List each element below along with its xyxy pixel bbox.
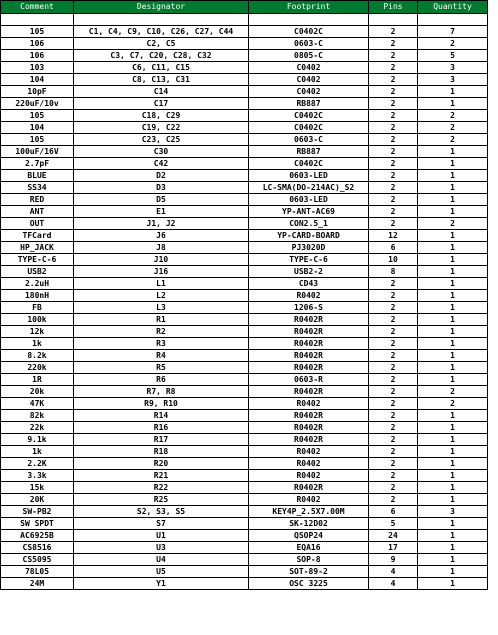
quantity-cell: 1	[418, 326, 488, 338]
quantity-cell: 1	[418, 518, 488, 530]
designator-cell: J16	[74, 266, 249, 278]
comment-cell: BLUE	[1, 170, 74, 182]
comment-cell: USB2	[1, 266, 74, 278]
comment-cell: TFCard	[1, 230, 74, 242]
footprint-cell: C0402C	[249, 122, 369, 134]
designator-cell: C19, C22	[74, 122, 249, 134]
designator-cell: J10	[74, 254, 249, 266]
footprint-cell: 0603-C	[249, 38, 369, 50]
table-row	[1, 218, 488, 230]
table-row	[1, 26, 488, 38]
footprint-cell: R0402R	[249, 434, 369, 446]
quantity-cell: 1	[418, 278, 488, 290]
comment-cell: 100k	[1, 314, 74, 326]
pins-cell: 2	[369, 446, 418, 458]
designator-cell: R2	[74, 326, 249, 338]
designator-cell: C30	[74, 146, 249, 158]
quantity-cell: 1	[418, 470, 488, 482]
quantity-cell: 1	[418, 158, 488, 170]
comment-cell: 78L05	[1, 566, 74, 578]
quantity-cell: 1	[418, 194, 488, 206]
pins-cell: 2	[369, 494, 418, 506]
pins-cell: 2	[369, 170, 418, 182]
footprint-cell: C0402	[249, 62, 369, 74]
comment-cell: 105	[1, 26, 74, 38]
comment-cell: 15k	[1, 482, 74, 494]
footprint-cell: R0402	[249, 398, 369, 410]
pins-cell: 2	[369, 98, 418, 110]
footprint-cell: R0402R	[249, 386, 369, 398]
designator-cell	[74, 14, 249, 26]
footprint-cell: YP-CARD-BOARD	[249, 230, 369, 242]
table-row	[1, 506, 488, 518]
footprint-cell: 0603-R	[249, 374, 369, 386]
footprint-cell: YP-ANT-AC69	[249, 206, 369, 218]
designator-cell: U5	[74, 566, 249, 578]
comment-cell: 106	[1, 50, 74, 62]
footprint-cell: R0402R	[249, 482, 369, 494]
designator-cell: C1, C4, C9, C10, C26, C27, C44	[74, 26, 249, 38]
pins-cell: 10	[369, 254, 418, 266]
footprint-cell: R0402R	[249, 314, 369, 326]
footprint-cell: CON2.5_1	[249, 218, 369, 230]
table-row	[1, 38, 488, 50]
pins-cell: 2	[369, 338, 418, 350]
pins-cell: 2	[369, 50, 418, 62]
table-row	[1, 518, 488, 530]
quantity-cell: 1	[418, 266, 488, 278]
designator-cell: R22	[74, 482, 249, 494]
table-row	[1, 530, 488, 542]
comment-cell: 2.2K	[1, 458, 74, 470]
quantity-cell: 1	[418, 494, 488, 506]
comment-cell: 12k	[1, 326, 74, 338]
table-row	[1, 14, 488, 26]
footprint-cell: R0402	[249, 470, 369, 482]
comment-cell: 20k	[1, 386, 74, 398]
pins-cell: 2	[369, 482, 418, 494]
designator-cell: R25	[74, 494, 249, 506]
quantity-cell: 2	[418, 110, 488, 122]
designator-cell: U1	[74, 530, 249, 542]
quantity-cell: 1	[418, 290, 488, 302]
designator-cell: R9, R10	[74, 398, 249, 410]
pins-cell: 2	[369, 194, 418, 206]
footprint-cell: PJ3020D	[249, 242, 369, 254]
pins-cell: 2	[369, 158, 418, 170]
quantity-cell: 1	[418, 530, 488, 542]
designator-cell: U4	[74, 554, 249, 566]
comment-cell: 104	[1, 74, 74, 86]
pins-cell: 2	[369, 278, 418, 290]
header-pins: Pins	[369, 1, 418, 14]
pins-cell	[369, 14, 418, 26]
quantity-cell: 3	[418, 506, 488, 518]
pins-cell: 8	[369, 266, 418, 278]
quantity-cell: 2	[418, 38, 488, 50]
pins-cell: 2	[369, 290, 418, 302]
pins-cell: 17	[369, 542, 418, 554]
header-quantity: Quantity	[418, 1, 488, 14]
footprint-cell: R0402	[249, 494, 369, 506]
table-row	[1, 314, 488, 326]
quantity-cell: 1	[418, 422, 488, 434]
comment-cell: SW-PB2	[1, 506, 74, 518]
comment-cell: 82k	[1, 410, 74, 422]
comment-cell: 105	[1, 110, 74, 122]
table-row	[1, 122, 488, 134]
pins-cell: 5	[369, 518, 418, 530]
designator-cell: D3	[74, 182, 249, 194]
comment-cell: CS8516	[1, 542, 74, 554]
quantity-cell: 2	[418, 398, 488, 410]
table-row	[1, 542, 488, 554]
designator-cell: R4	[74, 350, 249, 362]
quantity-cell: 1	[418, 302, 488, 314]
table-row	[1, 422, 488, 434]
designator-cell: R16	[74, 422, 249, 434]
table-row	[1, 62, 488, 74]
footprint-cell: C0402	[249, 86, 369, 98]
comment-cell	[1, 14, 74, 26]
footprint-cell: QSOP24	[249, 530, 369, 542]
header-comment: Comment	[1, 1, 74, 14]
header-designator: Designator	[74, 1, 249, 14]
quantity-cell: 2	[418, 218, 488, 230]
designator-cell: U3	[74, 542, 249, 554]
table-row	[1, 410, 488, 422]
comment-cell: RED	[1, 194, 74, 206]
designator-cell: R1	[74, 314, 249, 326]
designator-cell: C2, C5	[74, 38, 249, 50]
table-row	[1, 110, 488, 122]
comment-cell: 9.1k	[1, 434, 74, 446]
footprint-cell: OSC 3225	[249, 578, 369, 590]
table-row	[1, 290, 488, 302]
footprint-cell: USB2-2	[249, 266, 369, 278]
designator-cell: R14	[74, 410, 249, 422]
comment-cell: TYPE-C-6	[1, 254, 74, 266]
footprint-cell: 0603-LED	[249, 194, 369, 206]
pins-cell: 2	[369, 314, 418, 326]
quantity-cell: 1	[418, 578, 488, 590]
designator-cell: S2, S3, S5	[74, 506, 249, 518]
quantity-cell: 2	[418, 386, 488, 398]
header-row	[1, 1, 488, 14]
quantity-cell: 3	[418, 74, 488, 86]
quantity-cell: 3	[418, 62, 488, 74]
quantity-cell: 1	[418, 206, 488, 218]
pins-cell: 2	[369, 62, 418, 74]
quantity-cell: 1	[418, 542, 488, 554]
table-row	[1, 302, 488, 314]
table-row	[1, 434, 488, 446]
quantity-cell: 1	[418, 374, 488, 386]
pins-cell: 2	[369, 74, 418, 86]
designator-cell: C17	[74, 98, 249, 110]
pins-cell: 2	[369, 374, 418, 386]
footprint-cell: C0402	[249, 74, 369, 86]
footprint-cell: R0402R	[249, 410, 369, 422]
pins-cell: 24	[369, 530, 418, 542]
table-row	[1, 278, 488, 290]
pins-cell: 4	[369, 578, 418, 590]
footprint-cell: C0402C	[249, 26, 369, 38]
footprint-cell: C0402C	[249, 110, 369, 122]
designator-cell: R7, R8	[74, 386, 249, 398]
footprint-cell: SK-12D02	[249, 518, 369, 530]
quantity-cell: 2	[418, 134, 488, 146]
quantity-cell: 1	[418, 230, 488, 242]
designator-cell: S7	[74, 518, 249, 530]
footprint-cell: R0402R	[249, 422, 369, 434]
designator-cell: R3	[74, 338, 249, 350]
footprint-cell: TYPE-C-6	[249, 254, 369, 266]
footprint-cell: EQA16	[249, 542, 369, 554]
comment-cell: SS34	[1, 182, 74, 194]
pins-cell: 4	[369, 566, 418, 578]
footprint-cell: SOT-89-2	[249, 566, 369, 578]
table-row	[1, 266, 488, 278]
table-row	[1, 194, 488, 206]
footprint-cell: R0402	[249, 446, 369, 458]
comment-cell: 24M	[1, 578, 74, 590]
comment-cell: 10pF	[1, 86, 74, 98]
pins-cell: 2	[369, 302, 418, 314]
pins-cell: 2	[369, 386, 418, 398]
quantity-cell: 1	[418, 314, 488, 326]
table-row	[1, 374, 488, 386]
pins-cell: 2	[369, 398, 418, 410]
designator-cell: Y1	[74, 578, 249, 590]
footprint-cell: KEY4P_2.5X7.00M	[249, 506, 369, 518]
designator-cell: C6, C11, C15	[74, 62, 249, 74]
table-row	[1, 554, 488, 566]
designator-cell: C18, C29	[74, 110, 249, 122]
table-row	[1, 230, 488, 242]
quantity-cell: 1	[418, 146, 488, 158]
pins-cell: 2	[369, 38, 418, 50]
comment-cell: OUT	[1, 218, 74, 230]
comment-cell: 1k	[1, 338, 74, 350]
designator-cell: C42	[74, 158, 249, 170]
table-row	[1, 470, 488, 482]
pins-cell: 12	[369, 230, 418, 242]
designator-cell: D5	[74, 194, 249, 206]
comment-cell: 3.3k	[1, 470, 74, 482]
footprint-cell	[249, 14, 369, 26]
table-row	[1, 206, 488, 218]
designator-cell: R18	[74, 446, 249, 458]
table-row	[1, 578, 488, 590]
table-row	[1, 338, 488, 350]
footprint-cell: RB887	[249, 98, 369, 110]
quantity-cell: 1	[418, 446, 488, 458]
comment-cell: SW SPDT	[1, 518, 74, 530]
comment-cell: AC6925B	[1, 530, 74, 542]
quantity-cell: 2	[418, 122, 488, 134]
table-row	[1, 386, 488, 398]
footprint-cell: 0603-C	[249, 134, 369, 146]
comment-cell: 220k	[1, 362, 74, 374]
quantity-cell: 1	[418, 350, 488, 362]
pins-cell: 2	[369, 350, 418, 362]
footprint-cell: 1206-S	[249, 302, 369, 314]
pins-cell: 2	[369, 422, 418, 434]
quantity-cell: 1	[418, 98, 488, 110]
pins-cell: 2	[369, 182, 418, 194]
table-row	[1, 146, 488, 158]
pins-cell: 9	[369, 554, 418, 566]
comment-cell: 8.2k	[1, 350, 74, 362]
designator-cell: R17	[74, 434, 249, 446]
quantity-cell: 1	[418, 254, 488, 266]
footprint-cell: R0402R	[249, 338, 369, 350]
table-row	[1, 158, 488, 170]
quantity-cell: 1	[418, 566, 488, 578]
comment-cell: CS5095	[1, 554, 74, 566]
footprint-cell: CD43	[249, 278, 369, 290]
table-row	[1, 182, 488, 194]
table-row	[1, 242, 488, 254]
table-row	[1, 458, 488, 470]
designator-cell: J8	[74, 242, 249, 254]
footprint-cell: R0402R	[249, 362, 369, 374]
pins-cell: 2	[369, 206, 418, 218]
pins-cell: 2	[369, 86, 418, 98]
quantity-cell: 1	[418, 554, 488, 566]
quantity-cell: 1	[418, 482, 488, 494]
designator-cell: L2	[74, 290, 249, 302]
table-row	[1, 566, 488, 578]
designator-cell: R21	[74, 470, 249, 482]
comment-cell: ANT	[1, 206, 74, 218]
designator-cell: R5	[74, 362, 249, 374]
table-row	[1, 446, 488, 458]
designator-cell: C3, C7, C20, C28, C32	[74, 50, 249, 62]
quantity-cell: 7	[418, 26, 488, 38]
table-row	[1, 74, 488, 86]
comment-cell: 180nH	[1, 290, 74, 302]
designator-cell: C14	[74, 86, 249, 98]
comment-cell: 22k	[1, 422, 74, 434]
designator-cell: L3	[74, 302, 249, 314]
designator-cell: J1, J2	[74, 218, 249, 230]
comment-cell: 2.2uH	[1, 278, 74, 290]
pins-cell: 2	[369, 434, 418, 446]
table-row	[1, 254, 488, 266]
quantity-cell: 1	[418, 362, 488, 374]
pins-cell: 2	[369, 218, 418, 230]
comment-cell: 220uF/10v	[1, 98, 74, 110]
pins-cell: 2	[369, 470, 418, 482]
table-row	[1, 494, 488, 506]
footprint-cell: 0805-C	[249, 50, 369, 62]
pins-cell: 2	[369, 326, 418, 338]
table-row	[1, 170, 488, 182]
pins-cell: 6	[369, 506, 418, 518]
comment-cell: 106	[1, 38, 74, 50]
footprint-cell: 0603-LED	[249, 170, 369, 182]
header-footprint: Footprint	[249, 1, 369, 14]
designator-cell: R20	[74, 458, 249, 470]
comment-cell: 1k	[1, 446, 74, 458]
designator-cell: C23, C25	[74, 134, 249, 146]
quantity-cell: 1	[418, 434, 488, 446]
comment-cell: 47K	[1, 398, 74, 410]
footprint-cell: SOP-8	[249, 554, 369, 566]
table-row	[1, 134, 488, 146]
quantity-cell: 1	[418, 338, 488, 350]
quantity-cell: 1	[418, 458, 488, 470]
table-row	[1, 398, 488, 410]
comment-cell: 103	[1, 62, 74, 74]
footprint-cell: R0402	[249, 290, 369, 302]
quantity-cell: 1	[418, 182, 488, 194]
pins-cell: 2	[369, 110, 418, 122]
footprint-cell: R0402R	[249, 350, 369, 362]
pins-cell: 2	[369, 362, 418, 374]
comment-cell: HP_JACK	[1, 242, 74, 254]
pins-cell: 2	[369, 122, 418, 134]
comment-cell: 1R	[1, 374, 74, 386]
pins-cell: 2	[369, 458, 418, 470]
comment-cell: 104	[1, 122, 74, 134]
comment-cell: 20K	[1, 494, 74, 506]
comment-cell: 105	[1, 134, 74, 146]
pins-cell: 6	[369, 242, 418, 254]
footprint-cell: RB887	[249, 146, 369, 158]
comment-cell: 100uF/16V	[1, 146, 74, 158]
table-row	[1, 86, 488, 98]
footprint-cell: R0402R	[249, 326, 369, 338]
table-row	[1, 326, 488, 338]
quantity-cell: 1	[418, 242, 488, 254]
footprint-cell: R0402	[249, 458, 369, 470]
bom-body	[1, 14, 488, 590]
pins-cell: 2	[369, 134, 418, 146]
designator-cell: C8, C13, C31	[74, 74, 249, 86]
footprint-cell: C0402C	[249, 158, 369, 170]
comment-cell: FB	[1, 302, 74, 314]
quantity-cell	[418, 14, 488, 26]
table-row	[1, 350, 488, 362]
designator-cell: R6	[74, 374, 249, 386]
designator-cell: D2	[74, 170, 249, 182]
pins-cell: 2	[369, 410, 418, 422]
quantity-cell: 1	[418, 86, 488, 98]
table-row	[1, 50, 488, 62]
table-row	[1, 482, 488, 494]
pins-cell: 2	[369, 146, 418, 158]
table-row	[1, 362, 488, 374]
quantity-cell: 1	[418, 410, 488, 422]
quantity-cell: 5	[418, 50, 488, 62]
footprint-cell: LC-SMA(DO-214AC)_S2	[249, 182, 369, 194]
designator-cell: L1	[74, 278, 249, 290]
quantity-cell: 1	[418, 170, 488, 182]
comment-cell: 2.7pF	[1, 158, 74, 170]
pins-cell: 2	[369, 26, 418, 38]
table-row	[1, 98, 488, 110]
designator-cell: E1	[74, 206, 249, 218]
designator-cell: J6	[74, 230, 249, 242]
